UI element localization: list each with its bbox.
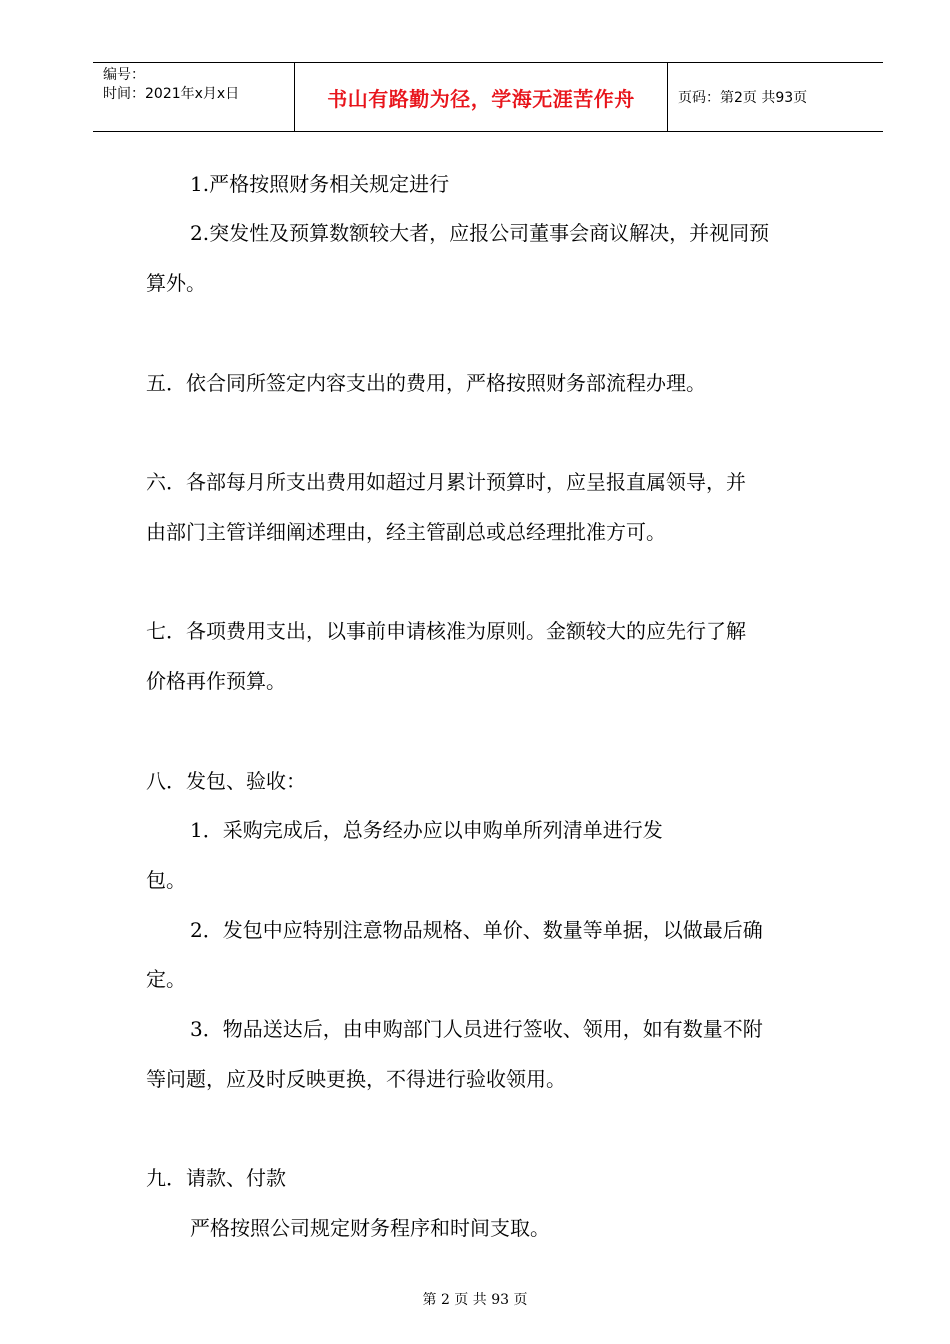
clause-9-item-1: 严格按照公司规定财务程序和时间支取。 bbox=[190, 1216, 550, 1240]
clause-6-line-2: 由部门主管详细阐述理由，经主管副总或总经理批准方可。 bbox=[146, 520, 666, 544]
clause-7-line-1: 七．各项费用支出，以事前申请核准为原则。金额较大的应先行了解 bbox=[146, 619, 746, 643]
header-page-cell bbox=[668, 63, 883, 131]
clause-9-heading: 九．请款、付款 bbox=[146, 1166, 286, 1190]
clause-8-item-2-line-2: 定。 bbox=[146, 967, 186, 991]
page-header bbox=[93, 62, 883, 132]
header-page-info: 页码：第2页 共93页 bbox=[678, 90, 808, 106]
clause-7-line-2: 价格再作预算。 bbox=[146, 669, 286, 693]
document-time-label: 时间：2021年x月x日 bbox=[103, 86, 240, 102]
clause-8-item-1-line-2: 包。 bbox=[146, 868, 186, 892]
clause-4-item-2-line-1: 2.突发性及预算数额较大者，应报公司董事会商议解决，并视同预 bbox=[190, 221, 770, 245]
document-number-label: 编号： bbox=[103, 67, 145, 83]
clause-8-item-2-line-1: 2．发包中应特别注意物品规格、单价、数量等单据，以做最后确 bbox=[190, 918, 763, 942]
page-footer: 第 2 页 共 93 页 bbox=[422, 1292, 528, 1308]
clause-6-line-1: 六．各部每月所支出费用如超过月累计预算时，应呈报直属领导，并 bbox=[146, 470, 746, 494]
clause-8-item-3-line-2: 等问题，应及时反映更换，不得进行验收领用。 bbox=[146, 1067, 566, 1091]
clause-5: 五．依合同所签定内容支出的费用，严格按照财务部流程办理。 bbox=[146, 371, 706, 395]
clause-4-item-1: 1.严格按照财务相关规定进行 bbox=[190, 172, 450, 196]
header-motto-cell bbox=[295, 63, 668, 131]
clause-4-item-2-line-2: 算外。 bbox=[146, 271, 206, 295]
clause-8-heading: 八．发包、验收： bbox=[146, 769, 306, 793]
header-motto: 书山有路勤为径，学海无涯苦作舟 bbox=[327, 86, 635, 111]
clause-8-item-3-line-1: 3．物品送达后，由申购部门人员进行签收、领用，如有数量不附 bbox=[190, 1017, 763, 1041]
header-meta-cell bbox=[93, 63, 295, 131]
clause-8-item-1-line-1: 1．采购完成后，总务经办应以申购单所列清单进行发 bbox=[190, 818, 663, 842]
